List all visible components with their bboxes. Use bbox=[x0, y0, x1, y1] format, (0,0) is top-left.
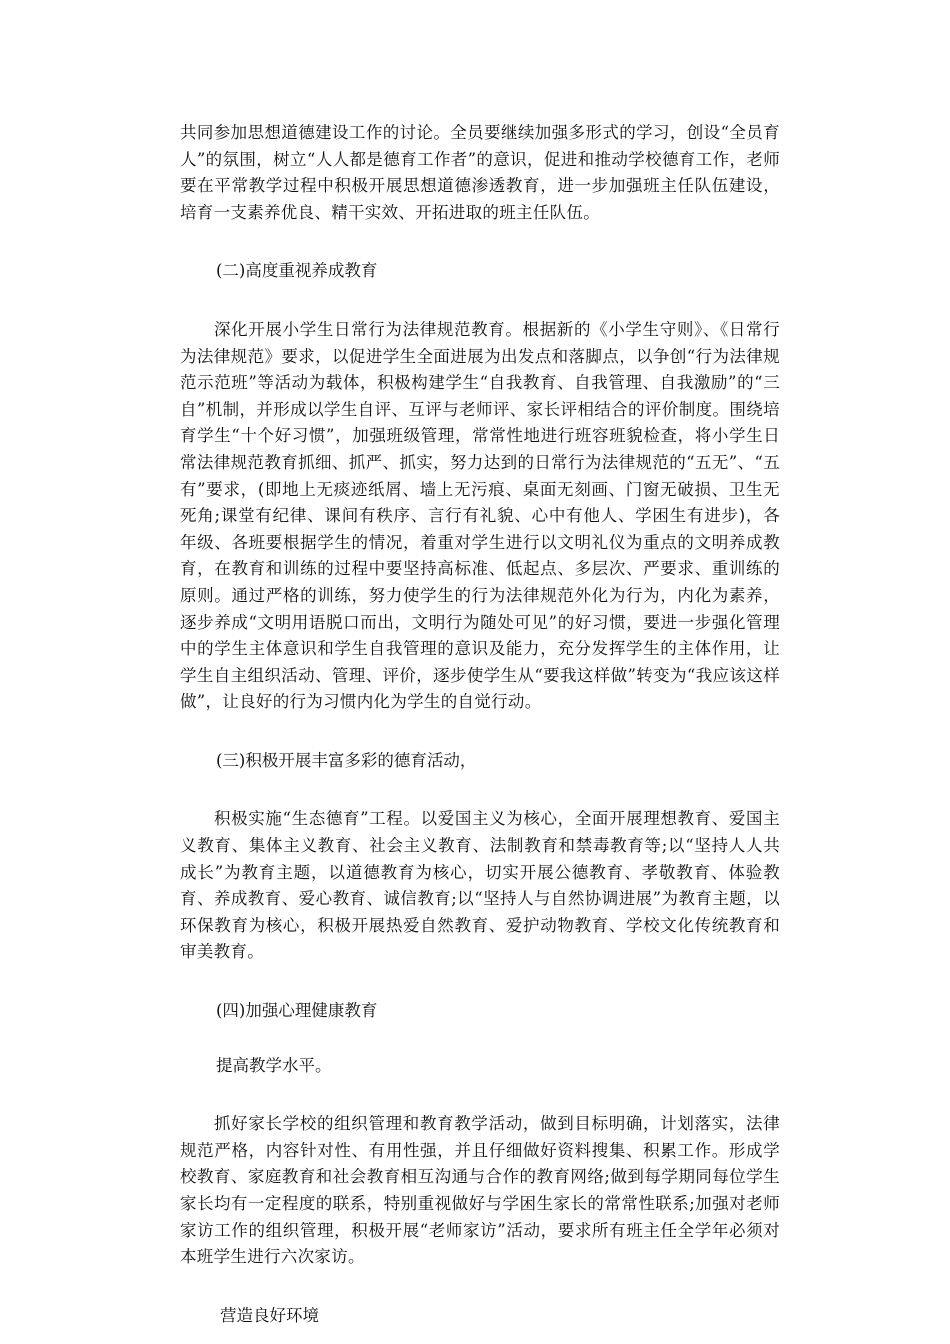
paragraph-ideology-training: 共同参加思想道德建设工作的讨论。全员要继续加强多形式的学习，创设“全员育人”的氛围，树立“人人都是德育工作者”的意识，促进和推动学校德育工作，老师要在平常教学过程中积极开展思想道德渗透教育，进一步加强班主任队伍建设，培育一支素养优良、精干实效、开拓进取的班主任队伍。 bbox=[180, 123, 780, 222]
heading-teaching-level: 提高教学水平。 bbox=[216, 1055, 332, 1075]
heading-good-environment: 营造良好环境 bbox=[220, 1305, 319, 1325]
document-page bbox=[180, 120, 780, 1329]
heading-mental-health: (四)加强心理健康教育 bbox=[216, 1001, 378, 1021]
paragraph-behavior-norms: 深化开展小学生日常行为法律规范教育。根据新的《小学生守则》、《日常行为法律规范》要求，以促进学生全面进展为出发点和落脚点，以争创“行为法律规范示范班”等活动为载体，积极构建学生“自我教育、自我管理、自我激励”的“三自”机制，并形成以学生自评、互评与老师评、家长评相结合的评价制度。围绕培育学生“十个好习惯”，加强班级管理，常常性地进行班容班貌检查，将小学生日常法律规范教育抓细、抓严、抓实，努力达到的日常行为法律规范的“五无”、“五有”要求，(即地上无痰迹纸屑、墙上无污痕、桌面无刻画、门窗无破损、卫生无死角;课堂有纪律、课间有秩序、言行有礼貌、心中有他人、学困生有进步)，各年级、各班要根据学生的情况，着重对学生进行以文明礼仪为重点的文明养成教育，在教育和训练的过程中要坚持高标准、低起点、多层次、严要求、重训练的原则。通过严格的训练，努力使学生的行为法律规范外化为行为，内化为素养，逐步养成“文明用语脱口而出，文明行为随处可见”的好习惯，要进一步强化管理中的学生主体意识和学生自我管理的意识及能力，充分发挥学生的主体作用，让学生自主组织活动、管理、评价，逐步使学生从“要我这样做”转变为“我应该这样做”，让良好的行为习惯内化为学生的自觉行动。 bbox=[180, 319, 780, 712]
heading-moral-activities: (三)积极开展丰富多彩的德育活动， bbox=[216, 750, 477, 770]
heading-habit-education: (二)高度重视养成教育 bbox=[216, 261, 378, 281]
paragraph-eco-moral-education: 积极实施“生态德育”工程。以爱国主义为核心，全面开展理想教育、爱国主义教育、集体主义教育、社会主义教育、法制教育和禁毒教育等;以“坚持人人共成长”为教育主题，以道德教育为核心，切实开展公德教育、孝敬教育、体验教育、养成教育、爱心教育、诚信教育;以“坚持人与自然协调进展”为教育主题，以环保教育为核心，积极开展热爱自然教育、爱护动物教育、学校文化传统教育和审美教育。 bbox=[180, 809, 780, 962]
paragraph-parent-school: 抓好家长学校的组织管理和教育教学活动，做到目标明确，计划落实，法律规范严格，内容针对性、有用性强，并且仔细做好资料搜集、积累工作。形成学校教育、家庭教育和社会教育相互沟通与合作的教育网络;做到每学期同每位学生家长均有一定程度的联系，特别重视做好与学困生家长的常常性联系;加强对老师家访工作的组织管理，积极开展“老师家访”活动，要求所有班主任全学年必须对本班学生进行六次家访。 bbox=[180, 1114, 780, 1267]
